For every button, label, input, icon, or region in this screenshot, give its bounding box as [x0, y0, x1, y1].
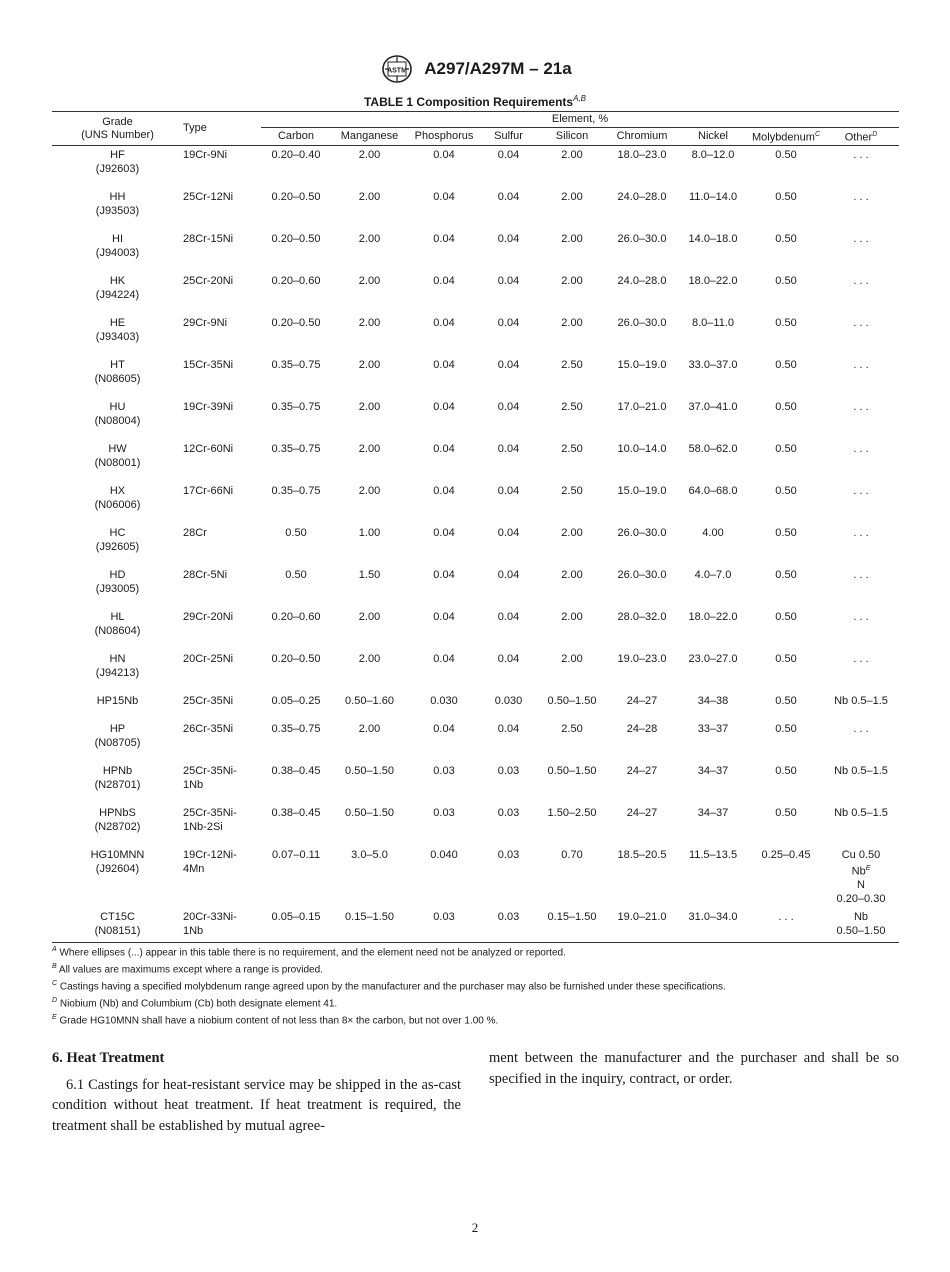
chromium-cell: 26.0–30.0	[617, 526, 667, 539]
phosphorus-cell: 0.04	[433, 568, 455, 581]
sulfur-cell: 0.04	[497, 190, 520, 203]
table-row	[52, 692, 899, 720]
nickel-cell: 4.00	[702, 526, 724, 539]
molybdenum-cell: 0.50	[775, 358, 797, 371]
chromium-cell: 24–27	[626, 694, 658, 707]
phosphorus-cell: 0.04	[433, 722, 455, 735]
carbon-cell: 0.05–0.15	[261, 908, 331, 943]
composition-table	[52, 111, 899, 943]
grade-cell: HL (N08604)	[94, 610, 141, 637]
nickel-cell: 18.0–22.0	[688, 610, 738, 623]
carbon-cell: 0.20–0.40	[271, 149, 321, 161]
grade-cell: HP (N08705)	[94, 722, 141, 749]
grade-cell: HH (J93503)	[95, 190, 140, 217]
carbon-cell: 0.05–0.25	[271, 694, 321, 707]
nickel-cell: 34–37	[697, 806, 729, 819]
table-row	[52, 482, 899, 524]
sulfur-cell: 0.04	[497, 526, 520, 539]
carbon-cell: 0.35–0.75	[271, 358, 321, 371]
type-cell: 20Cr-25Ni	[183, 652, 234, 665]
manganese-cell: 2.00	[358, 610, 381, 623]
manganese-cell: 0.15–1.50	[331, 908, 408, 943]
sulfur-cell: 0.04	[497, 274, 520, 287]
molybdenum-cell: 0.50	[775, 400, 797, 413]
section-title: 6. Heat Treatment	[52, 1050, 165, 1066]
grade-cell: HN (J94213)	[95, 652, 140, 679]
other-cell: . . .	[853, 149, 869, 161]
type-cell: 25Cr-35Ni- 1Nb-2Si	[183, 806, 237, 833]
silicon-cell: 2.00	[561, 190, 583, 203]
grade-cell: HT (N08605)	[94, 358, 141, 385]
chromium-cell: 24–28	[626, 722, 658, 735]
phosphorus-cell: 0.04	[433, 274, 455, 287]
document-designation: A297/A297M – 21a	[424, 59, 572, 78]
sulfur-cell: 0.04	[497, 484, 520, 497]
silicon-cell: 2.00	[561, 232, 583, 245]
molybdenum-cell: 0.50	[775, 652, 797, 665]
sulfur-cell: 0.030	[494, 694, 523, 707]
footnote: $^E$ Grade HG10MNN shall have a niobium content of not less than 8× the carbon, but not over 1.00 %.	[52, 1013, 499, 1027]
silicon-cell: 2.00	[561, 274, 583, 287]
sulfur-cell: 0.03	[497, 848, 520, 861]
molybdenum-cell: 0.50	[775, 442, 797, 455]
phosphorus-cell: 0.04	[433, 358, 455, 371]
table-row	[52, 804, 899, 846]
carbon-cell: 0.38–0.45	[271, 806, 321, 819]
footnote: $^D$ Niobium (Nb) and Columbium (Cb) both designate element 41.	[52, 996, 338, 1010]
nickel-cell: 33.0–37.0	[688, 358, 738, 371]
carbon-cell: 0.35–0.75	[271, 442, 321, 455]
chromium-cell: 26.0–30.0	[617, 316, 667, 329]
nickel-header: Nickel	[677, 128, 749, 146]
nickel-cell: 58.0–62.0	[688, 442, 738, 455]
grade-cell: HC (J92605)	[95, 526, 140, 553]
grade-cell: HPNbS (N28702)	[94, 806, 141, 833]
silicon-cell: 0.70	[561, 848, 583, 861]
type-cell: 25Cr-35Ni- 1Nb	[183, 764, 237, 791]
phosphorus-cell: 0.030	[430, 694, 458, 707]
type-cell: 26Cr-35Ni	[183, 722, 234, 735]
type-cell: 19Cr-12Ni- 4Mn	[183, 848, 237, 875]
grade-cell: HE (J93403)	[95, 316, 140, 343]
manganese-header: Manganese	[331, 128, 408, 146]
silicon-cell: 2.50	[561, 722, 583, 735]
sulfur-cell: 0.04	[497, 610, 520, 623]
nickel-cell: 23.0–27.0	[688, 652, 738, 665]
footnote: $^A$ Where ellipses (...) appear in this table there is no requirement, and the element need not be analyzed or reported.	[52, 946, 566, 959]
phosphorus-cell: 0.03	[433, 764, 455, 777]
other-cell: . . .	[853, 722, 869, 735]
phosphorus-cell: 0.04	[433, 610, 455, 623]
other-cell: . . .	[853, 484, 869, 497]
molybdenum-cell: 0.50	[775, 806, 797, 819]
manganese-cell: 2.00	[358, 232, 381, 245]
table-title: TABLE 1 Composition Requirements$^{A,B}$	[363, 94, 587, 109]
type-cell: 25Cr-20Ni	[183, 274, 234, 287]
sulfur-cell: 0.03	[497, 764, 520, 777]
molybdenum-cell: 0.50	[775, 316, 797, 329]
carbon-cell: 0.50	[285, 526, 307, 539]
grade-cell: HI (J94003)	[95, 232, 140, 259]
nickel-cell: 34–38	[697, 694, 729, 707]
chromium-cell: 24.0–28.0	[617, 190, 667, 203]
element-header: Element, %	[261, 112, 899, 128]
carbon-cell: 0.20–0.50	[271, 652, 321, 665]
other-cell: . . .	[853, 400, 869, 413]
grade-header: Grade (UNS Number)	[52, 112, 183, 146]
molybdenum-cell: 0.50	[775, 694, 797, 707]
silicon-cell: 2.00	[561, 149, 583, 161]
other-cell: Cu 0.50 Nb$^E$ N 0.20–0.30	[836, 848, 886, 906]
other-cell: Nb 0.5–1.5	[834, 764, 888, 777]
type-cell: 25Cr-12Ni	[183, 190, 234, 203]
chromium-cell: 24.0–28.0	[617, 274, 667, 287]
molybdenum-cell: 0.50	[775, 484, 797, 497]
table-row	[52, 272, 899, 314]
carbon-cell: 0.50	[285, 568, 307, 581]
phosphorus-cell: 0.04	[433, 149, 455, 161]
molybdenum-cell: 0.50	[775, 610, 797, 623]
other-cell: Nb 0.50–1.50	[823, 908, 899, 943]
silicon-header: Silicon	[537, 128, 607, 146]
table-footnotes	[52, 943, 912, 1028]
nickel-cell: 11.5–13.5	[688, 848, 738, 861]
chromium-cell: 24–27	[626, 764, 658, 777]
other-cell: . . .	[853, 358, 869, 371]
sulfur-cell: 0.04	[497, 316, 520, 329]
phosphorus-cell: 0.040	[430, 848, 458, 861]
sulfur-cell: 0.04	[497, 149, 520, 161]
silicon-cell: 0.50–1.50	[547, 694, 597, 707]
silicon-cell: 1.50–2.50	[547, 806, 597, 819]
sulfur-cell: 0.04	[497, 722, 520, 735]
table-row	[52, 314, 899, 356]
chromium-cell: 18.0–23.0	[617, 149, 667, 161]
chromium-cell: 18.5–20.5	[617, 848, 667, 861]
molybdenum-cell: 0.50	[775, 568, 797, 581]
grade-cell: HU (N08004)	[94, 400, 141, 427]
grade-cell: HW (N08001)	[94, 442, 141, 469]
page-number: 2	[471, 1220, 479, 1235]
silicon-cell: 2.00	[561, 316, 583, 329]
silicon-cell: 2.00	[561, 652, 583, 665]
table-row	[52, 440, 899, 482]
table-row	[52, 650, 899, 692]
type-cell: 19Cr-39Ni	[183, 400, 234, 413]
manganese-cell: 2.00	[358, 274, 381, 287]
other-header: Other$^D$	[823, 128, 899, 146]
molybdenum-cell: 0.50	[775, 274, 797, 287]
nickel-cell: 64.0–68.0	[688, 484, 738, 497]
manganese-cell: 2.00	[358, 652, 381, 665]
manganese-cell: 2.00	[358, 400, 381, 413]
type-cell: 17Cr-66Ni	[183, 484, 234, 497]
molybdenum-cell: . . .	[749, 908, 823, 943]
nickel-cell: 31.0–34.0	[677, 908, 749, 943]
section-6-left-column	[52, 1048, 461, 1136]
carbon-cell: 0.20–0.60	[271, 610, 321, 623]
footnote: $^B$ All values are maximums except where a range is provided.	[52, 962, 323, 976]
chromium-cell: 15.0–19.0	[617, 358, 667, 371]
carbon-cell: 0.20–0.50	[271, 232, 321, 245]
table-row	[52, 762, 899, 804]
nickel-cell: 14.0–18.0	[688, 232, 738, 245]
sulfur-cell: 0.04	[497, 442, 520, 455]
page-header	[0, 52, 950, 86]
nickel-cell: 33–37	[697, 722, 729, 735]
sulfur-cell: 0.04	[497, 400, 520, 413]
silicon-cell: 0.15–1.50	[537, 908, 607, 943]
manganese-cell: 0.50–1.60	[345, 694, 394, 707]
astm-logo	[378, 54, 416, 84]
phosphorus-cell: 0.04	[433, 400, 455, 413]
phosphorus-cell: 0.04	[433, 652, 455, 665]
nickel-cell: 4.0–7.0	[694, 568, 732, 581]
molybdenum-cell: 0.50	[775, 526, 797, 539]
type-cell: 28Cr-5Ni	[183, 568, 228, 581]
grade-cell: HF (J92603)	[95, 149, 140, 175]
chromium-header: Chromium	[607, 128, 677, 146]
sulfur-cell: 0.04	[497, 358, 520, 371]
molybdenum-cell: 0.50	[775, 722, 797, 735]
silicon-cell: 2.50	[561, 484, 583, 497]
nickel-cell: 8.0–12.0	[691, 149, 735, 161]
manganese-cell: 1.50	[358, 568, 381, 581]
carbon-cell: 0.20–0.50	[271, 316, 321, 329]
nickel-cell: 18.0–22.0	[688, 274, 738, 287]
other-cell: . . .	[853, 568, 869, 581]
phosphorus-cell: 0.04	[433, 316, 455, 329]
table-row	[52, 608, 899, 650]
table-row	[52, 566, 899, 608]
other-cell: . . .	[853, 274, 869, 287]
silicon-cell: 2.00	[561, 568, 583, 581]
molybdenum-cell: 0.50	[775, 190, 797, 203]
phosphorus-cell: 0.04	[433, 232, 455, 245]
type-cell: 28Cr-15Ni	[183, 232, 234, 245]
type-cell: 29Cr-20Ni	[183, 610, 234, 623]
manganese-cell: 0.50–1.50	[345, 764, 394, 777]
manganese-cell: 2.00	[358, 358, 381, 371]
silicon-cell: 2.50	[561, 442, 583, 455]
chromium-cell: 19.0–21.0	[607, 908, 677, 943]
phosphorus-cell: 0.04	[433, 190, 455, 203]
chromium-cell: 26.0–30.0	[617, 568, 667, 581]
grade-cell: HD (J93005)	[95, 568, 140, 595]
chromium-cell: 28.0–32.0	[617, 610, 667, 623]
silicon-cell: 0.50–1.50	[547, 764, 597, 777]
molybdenum-cell: 0.50	[775, 232, 797, 245]
sulfur-cell: 0.04	[497, 232, 520, 245]
sulfur-cell: 0.04	[497, 568, 520, 581]
molybdenum-cell: 0.50	[775, 764, 797, 777]
other-cell: Nb 0.5–1.5	[834, 806, 888, 819]
nickel-cell: 11.0–14.0	[688, 190, 738, 203]
grade-cell: HP15Nb	[96, 694, 139, 707]
table-row	[52, 230, 899, 272]
type-cell: 28Cr	[183, 526, 207, 539]
nickel-cell: 8.0–11.0	[691, 316, 734, 329]
svg-text:ASTM: ASTM	[387, 67, 408, 75]
carbon-cell: 0.35–0.75	[271, 722, 321, 735]
type-cell: 12Cr-60Ni	[183, 442, 234, 455]
chromium-cell: 10.0–14.0	[617, 442, 667, 455]
table-row	[52, 524, 899, 566]
carbon-cell: 0.35–0.75	[271, 484, 321, 497]
other-cell: Nb 0.5–1.5	[834, 694, 888, 707]
carbon-cell: 0.38–0.45	[271, 764, 321, 777]
other-cell: . . .	[853, 442, 869, 455]
sulfur-cell: 0.03	[480, 908, 537, 943]
type-cell: 19Cr-9Ni	[183, 149, 228, 161]
manganese-cell: 2.00	[358, 484, 381, 497]
manganese-cell: 3.0–5.0	[351, 848, 388, 861]
chromium-cell: 19.0–23.0	[617, 652, 667, 665]
molybdenum-cell: 0.50	[775, 149, 797, 161]
molybdenum-header: Molybdenum$^C$	[749, 128, 823, 146]
phosphorus-cell: 0.04	[433, 484, 455, 497]
phosphorus-cell: 0.03	[433, 806, 455, 819]
chromium-cell: 15.0–19.0	[617, 484, 667, 497]
silicon-cell: 2.00	[561, 526, 583, 539]
chromium-cell: 26.0–30.0	[617, 232, 667, 245]
phosphorus-cell: 0.04	[433, 526, 455, 539]
type-cell: 15Cr-35Ni	[183, 358, 234, 371]
footnote: $^C$ Castings having a specified molybdenum range agreed upon by the manufacturer and the purchaser may also be furnished under these specifications.	[52, 979, 726, 993]
phosphorus-header: Phosphorus	[408, 128, 480, 146]
grade-cell: CT15C (N08151)	[52, 908, 183, 943]
paragraph-6-1-continued: ment between the manufacturer and the purchaser and shall be so specified in the inquiry, contract, or order.	[489, 1050, 899, 1087]
sulfur-cell: 0.03	[497, 806, 520, 819]
other-cell: . . .	[853, 316, 869, 329]
section-6-right-column	[489, 1048, 899, 1089]
carbon-cell: 0.20–0.50	[271, 190, 321, 203]
manganese-cell: 0.50–1.50	[345, 806, 394, 819]
table-row	[52, 146, 899, 188]
type-cell: 29Cr-9Ni	[183, 316, 228, 329]
composition-table-body	[52, 146, 899, 943]
sulfur-header: Sulfur	[480, 128, 537, 146]
other-cell: . . .	[853, 190, 869, 203]
table-row	[52, 398, 899, 440]
type-cell: 20Cr-33Ni- 1Nb	[183, 908, 261, 943]
table-row	[52, 356, 899, 398]
table-row	[52, 908, 899, 943]
manganese-cell: 2.00	[358, 316, 381, 329]
grade-cell: HX (N06006)	[94, 484, 141, 511]
phosphorus-cell: 0.03	[408, 908, 480, 943]
carbon-header: Carbon	[261, 128, 331, 146]
molybdenum-cell: 0.25–0.45	[761, 848, 811, 861]
type-header: Type	[183, 112, 261, 146]
chromium-cell: 17.0–21.0	[617, 400, 667, 413]
type-cell: 25Cr-35Ni	[183, 694, 234, 707]
table-row	[52, 846, 899, 908]
manganese-cell: 2.00	[358, 149, 381, 161]
table-row	[52, 720, 899, 762]
table-row	[52, 188, 899, 230]
chromium-cell: 24–27	[626, 806, 658, 819]
other-cell: . . .	[853, 652, 869, 665]
manganese-cell: 2.00	[358, 442, 381, 455]
manganese-cell: 2.00	[358, 190, 381, 203]
silicon-cell: 2.50	[561, 358, 583, 371]
other-cell: . . .	[853, 232, 869, 245]
paragraph-6-1: 6.1 Castings for heat-resistant service may be shipped in the as-cast condition without heat treatment. If heat treatment is required, the treatment shall be established by mutual agree-	[52, 1076, 461, 1134]
phosphorus-cell: 0.04	[433, 442, 455, 455]
sulfur-cell: 0.04	[497, 652, 520, 665]
nickel-cell: 37.0–41.0	[688, 400, 738, 413]
carbon-cell: 0.35–0.75	[271, 400, 321, 413]
carbon-cell: 0.20–0.60	[271, 274, 321, 287]
grade-cell: HK (J94224)	[95, 274, 140, 301]
grade-cell: HPNb (N28701)	[94, 764, 141, 791]
other-cell: . . .	[853, 526, 869, 539]
grade-cell: HG10MNN (J92604)	[90, 848, 145, 875]
carbon-cell: 0.07–0.11	[271, 848, 321, 861]
nickel-cell: 34–37	[697, 764, 729, 777]
silicon-cell: 2.50	[561, 400, 583, 413]
other-cell: . . .	[853, 610, 869, 623]
silicon-cell: 2.00	[561, 610, 583, 623]
manganese-cell: 1.00	[358, 526, 381, 539]
manganese-cell: 2.00	[358, 722, 381, 735]
